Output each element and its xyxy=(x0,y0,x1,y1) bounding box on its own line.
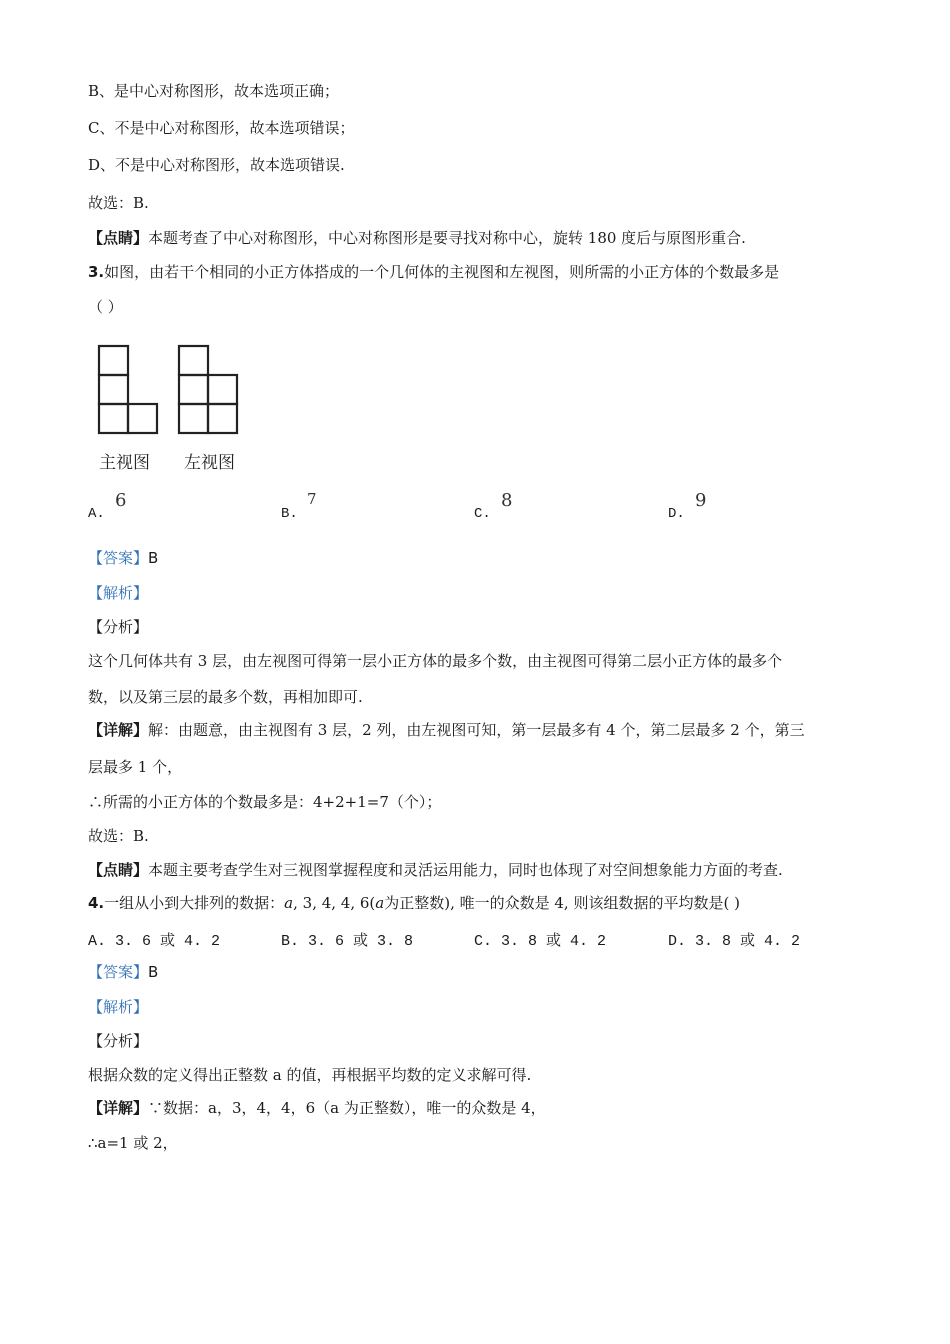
solution-line-c: C、不是中心对称图形，故本选项错误； xyxy=(88,119,355,137)
q3-option-c-letter: C. xyxy=(474,506,491,522)
q4-answer-value: B xyxy=(148,963,159,981)
q3-option-b-letter: B. xyxy=(281,506,298,522)
q3-dianjing-text: 本题主要考查学生对三视图掌握程度和灵活运用能力，同时也体现了对空间想象能力方面的考查. xyxy=(148,861,783,879)
q4-xiangjie-line2: ∴a=1 或 2， xyxy=(88,1134,178,1152)
q3-paren: （ ） xyxy=(88,298,123,316)
q3-answer xyxy=(88,548,158,568)
q4-fenxi-tag: 【分析】 xyxy=(88,1032,149,1050)
q4-answer xyxy=(88,962,158,982)
q3-dianjing-tag: 【点睛】 xyxy=(88,861,149,879)
left-view-drawing xyxy=(177,344,241,436)
q3-option-a-value: 6 xyxy=(115,490,127,511)
q4-option-a xyxy=(88,929,220,950)
choice-line: 故选：B. xyxy=(88,194,149,212)
q3-number: 3. xyxy=(88,263,105,281)
q4-option-d-letter: D. xyxy=(668,933,687,950)
q3-answer-value: B xyxy=(148,549,159,567)
solution-line-b: B、是中心对称图形，故本选项正确； xyxy=(88,82,340,100)
q3-xiangjie-line3: ∴所需的小正方体的个数最多是：4+2+1=7（个）； xyxy=(88,793,442,811)
q4-stem-part1: 一组从小到大排列的数据： xyxy=(104,894,285,912)
q3-option-d-value: 9 xyxy=(695,490,707,511)
q3-stem-text: 如图，由若干个相同的小正方体搭成的一个几何体的主视图和左视图，则所需的小正方体的个数最多是 xyxy=(104,263,780,281)
q4-stem-part3: 为正整数), 唯一的众数是 4, 则该组数据的平均数是( ) xyxy=(384,894,740,912)
solution-line-d: D、不是中心对称图形，故本选项错误. xyxy=(88,156,345,174)
q4-xiangjie-text1: ∵数据：a，3，4，4，6（a 为正整数），唯一的众数是 4， xyxy=(148,1099,546,1117)
q4-option-c-value: 3. 8 或 4. 2 xyxy=(501,933,607,950)
q3-fenxi-line1: 这个几何体共有 3 层，由左视图可得第一层小正方体的最多个数，由主视图可得第二层小正方体的最多个 xyxy=(88,652,783,670)
q4-option-c-letter: C. xyxy=(474,933,493,950)
q3-option-d-letter: D. xyxy=(668,506,685,522)
q3-stem xyxy=(88,262,779,282)
q3-jiexi-tag: 【解析】 xyxy=(88,584,149,602)
q3-option-a-letter: A. xyxy=(88,506,105,522)
main-view-label: 主视图 xyxy=(99,453,150,473)
q3-xiangjie-line4: 故选：B. xyxy=(88,827,149,845)
q4-option-b-value: 3. 6 或 3. 8 xyxy=(308,933,414,950)
q4-xiangjie-line1 xyxy=(88,1098,546,1118)
q4-option-a-letter: A. xyxy=(88,933,107,950)
q4-option-b-letter: B. xyxy=(281,933,300,950)
q3-xiangjie-text1: 解：由题意，由主视图有 3 层，2 列，由左视图可知，第一层最多有 4 个，第二层最多 2 个，第三 xyxy=(148,721,805,739)
q4-var-a-1: a xyxy=(284,894,294,912)
q3-option-c-value: 8 xyxy=(501,490,513,511)
q4-fenxi-line1: 根据众数的定义得出正整数 a 的值，再根据平均数的定义求解可得. xyxy=(88,1066,532,1084)
q4-stem xyxy=(88,893,740,913)
q3-xiangjie-line1 xyxy=(88,720,805,740)
q3-xiangjie-tag: 【详解】 xyxy=(88,721,149,739)
q3-fenxi-line2: 数，以及第三层的最多个数，再相加即可. xyxy=(88,688,363,706)
q3-answer-tag: 【答案】 xyxy=(88,549,149,567)
q3-xiangjie-line2: 层最多 1 个， xyxy=(88,758,183,776)
main-view-drawing xyxy=(97,344,161,436)
q4-number: 4. xyxy=(88,894,105,912)
left-view-label: 左视图 xyxy=(184,453,235,473)
comment-text: 本题考查了中心对称图形，中心对称图形是要寻找对称中心，旋转 180 度后与原图形重合. xyxy=(148,229,746,247)
q4-jiexi-tag: 【解析】 xyxy=(88,998,149,1016)
q4-option-d xyxy=(668,929,800,950)
q4-option-d-value: 3. 8 或 4. 2 xyxy=(695,933,801,950)
q4-xiangjie-tag: 【详解】 xyxy=(88,1099,149,1117)
q4-option-c xyxy=(474,929,606,950)
q4-answer-tag: 【答案】 xyxy=(88,963,149,981)
q4-var-a-2: a xyxy=(375,894,385,912)
comment-line xyxy=(88,228,746,248)
q3-dianjing xyxy=(88,860,783,880)
q3-option-b-value: 7 xyxy=(307,490,317,508)
q4-option-a-value: 3. 6 或 4. 2 xyxy=(115,933,221,950)
q4-stem-part2: , 3, 4, 4, 6( xyxy=(293,894,376,912)
q4-option-b xyxy=(281,929,413,950)
q3-fenxi-tag: 【分析】 xyxy=(88,618,149,636)
comment-tag: 【点睛】 xyxy=(88,229,149,247)
